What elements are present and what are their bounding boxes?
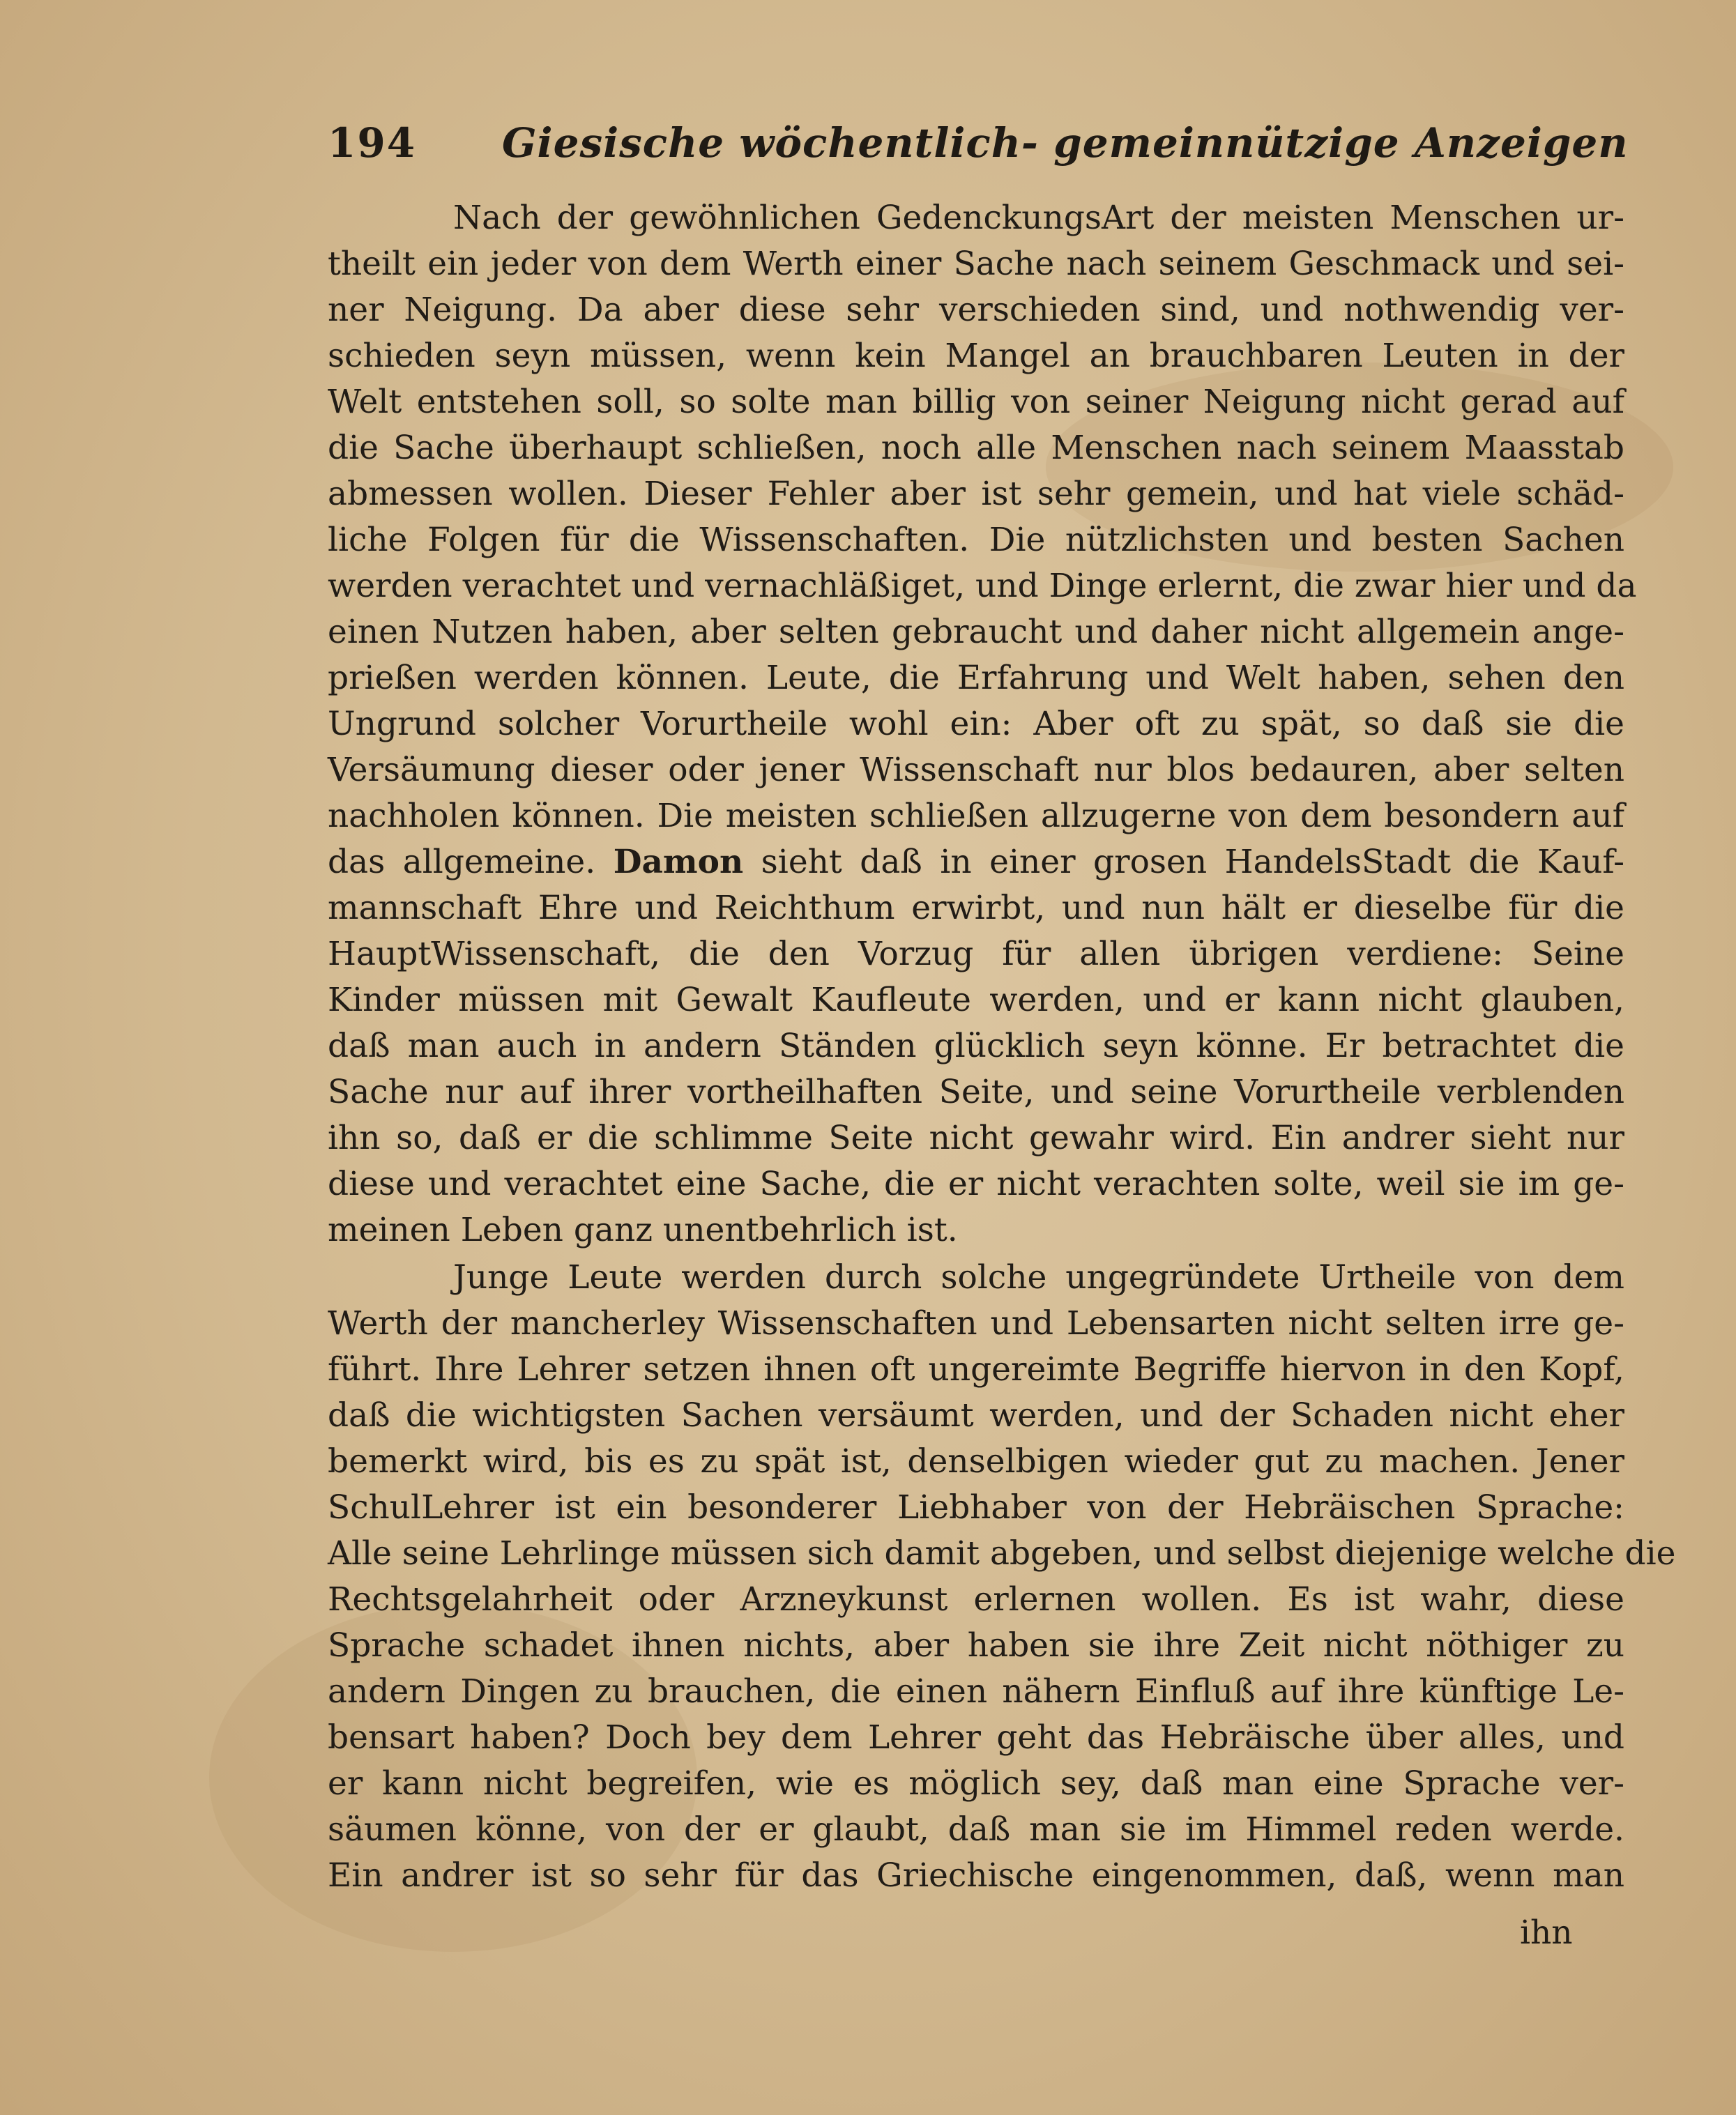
- text-line: theilt ein jeder von dem Werth einer Sache nach seinem Geschmack und sei-: [328, 245, 1624, 283]
- text-line: er kann nicht begreifen, wie es möglich sey, daß man eine Sprache ver-: [328, 1764, 1624, 1803]
- text-line: andern Dingen zu brauchen, die einen nähern Einfluß auf ihre künftige Le-: [328, 1672, 1624, 1711]
- text-line: Ungrund solcher Vorurtheile wohl ein: Aber oft zu spät, so daß sie die: [328, 705, 1624, 743]
- text-line: daß man auch in andern Ständen glücklich seyn könne. Er betrachtet die: [328, 1027, 1624, 1065]
- text-line: werden verachtet und vernachläßiget, und Dinge erlernt, die zwar hier und da: [328, 567, 1637, 605]
- text-line: Welt entstehen soll, so solte man billig von seiner Neigung nicht gerad auf: [328, 383, 1624, 421]
- text-line: Werth der mancherley Wissenschaften und Lebensarten nicht selten irre ge-: [328, 1304, 1624, 1343]
- text-line: bemerkt wird, bis es zu spät ist, denselbigen wieder gut zu machen. Jener: [328, 1442, 1624, 1481]
- text-line: liche Folgen für die Wissenschaften. Die nützlichsten und besten Sachen: [328, 521, 1624, 559]
- text-line: abmessen wollen. Dieser Fehler aber ist sehr gemein, und hat viele schäd-: [328, 475, 1624, 513]
- text-line: prießen werden können. Leute, die Erfahrung und Welt haben, sehen den: [328, 659, 1624, 697]
- text-line: Sache nur auf ihrer vortheilhaften Seite, und seine Vorurtheile verblenden: [328, 1073, 1624, 1111]
- text-line: Sprache schadet ihnen nichts, aber haben sie ihre Zeit nicht nöthiger zu: [328, 1626, 1624, 1665]
- text-line: SchulLehrer ist ein besonderer Liebhaber von der Hebräischen Sprache:: [328, 1488, 1624, 1527]
- text-line: diese und verachtet eine Sache, die er nicht verachten solte, weil sie im ge-: [328, 1165, 1624, 1203]
- text-line: ihn so, daß er die schlimme Seite nicht gewahr wird. Ein andrer sieht nur: [328, 1119, 1624, 1157]
- text-line: nachholen können. Die meisten schließen allzugerne von dem besondern auf: [328, 797, 1624, 835]
- text-line: Versäumung dieser oder jener Wissenschaft nur blos bedauren, aber selten: [328, 751, 1624, 789]
- catchword: ihn: [1520, 1914, 1573, 1952]
- text-line: Kinder müssen mit Gewalt Kaufleute werden, und er kann nicht glauben,: [328, 981, 1624, 1019]
- text-line: daß die wichtigsten Sachen versäumt werden, und der Schaden nicht eher: [328, 1396, 1624, 1435]
- damon-name: Damon: [613, 843, 744, 881]
- text-line: HauptWissenschaft, die den Vorzug für allen übrigen verdiene: Seine: [328, 935, 1624, 973]
- running-title: Giesische wöchentlich- gemeinnützige Anzeigen: [502, 119, 1629, 167]
- text-segment: sieht daß in einer grosen HandelsStadt die Kauf-: [743, 843, 1624, 881]
- text-line: die Sache überhaupt schließen, noch alle Menschen nach seinem Maasstab: [328, 429, 1624, 467]
- text-line: schieden seyn müssen, wenn kein Mangel an brauchbaren Leuten in der: [328, 337, 1624, 375]
- text-line: Nach der gewöhnlichen GedenckungsArt der meisten Menschen ur-: [453, 199, 1624, 237]
- text-line-damon: [328, 839, 1624, 885]
- text-segment: das allgemeine.: [328, 843, 596, 881]
- page-number: 194: [328, 119, 417, 167]
- text-line: Alle seine Lehrlinge müssen sich damit abgeben, und selbst diejenige welche die: [328, 1534, 1676, 1573]
- text-line: einen Nutzen haben, aber selten gebraucht und daher nicht allgemein ange-: [328, 613, 1624, 651]
- text-line: ner Neigung. Da aber diese sehr verschieden sind, und nothwendig ver-: [328, 291, 1624, 329]
- text-line: Rechtsgelahrheit oder Arzneykunst erlernen wollen. Es ist wahr, diese: [328, 1580, 1624, 1619]
- text-line: säumen könne, von der er glaubt, daß man sie im Himmel reden werde.: [328, 1810, 1624, 1849]
- text-line: meinen Leben ganz unentbehrlich ist.: [328, 1211, 958, 1249]
- text-line: mannschaft Ehre und Reichthum erwirbt, und nun hält er dieselbe für die: [328, 889, 1624, 927]
- page-header: [328, 112, 1629, 174]
- text-line: Junge Leute werden durch solche ungegründete Urtheile von dem: [453, 1258, 1624, 1297]
- text-line: bensart haben? Doch bey dem Lehrer geht das Hebräische über alles, und: [328, 1718, 1624, 1757]
- text-line: führt. Ihre Lehrer setzen ihnen oft ungereimte Begriffe hiervon in den Kopf,: [328, 1350, 1624, 1389]
- text-line: Ein andrer ist so sehr für das Griechische eingenommen, daß, wenn man: [328, 1856, 1624, 1895]
